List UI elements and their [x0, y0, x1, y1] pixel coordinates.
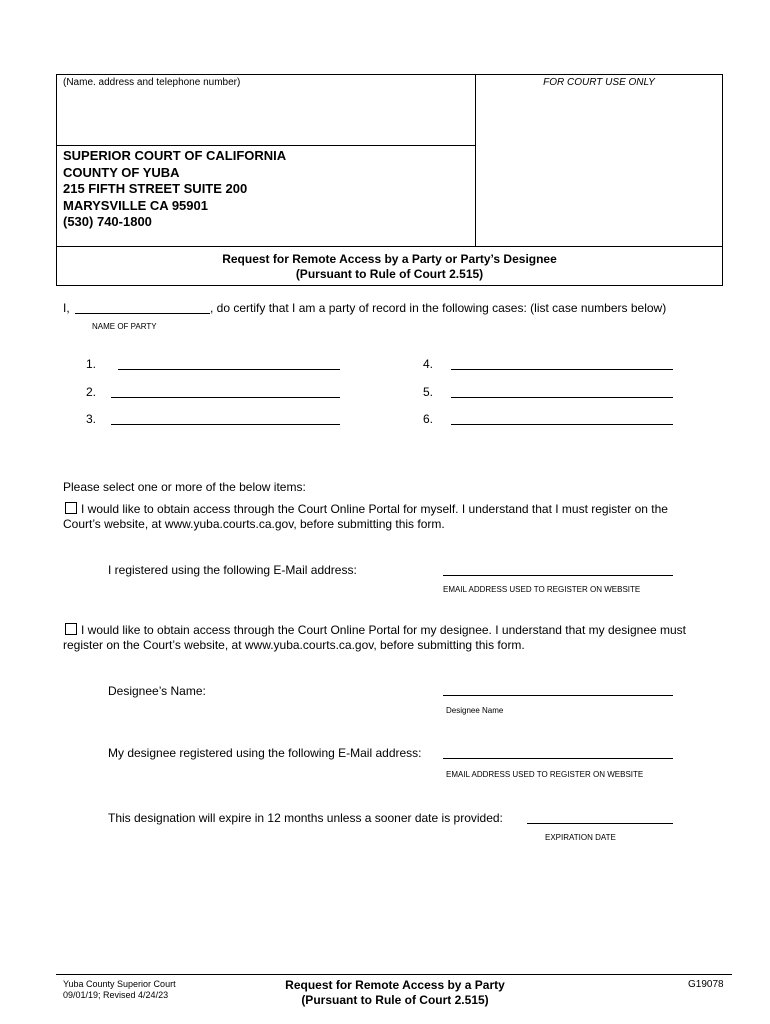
case-number-field[interactable]: [118, 369, 340, 370]
expiration-label: This designation will expire in 12 months unless a sooner date is provided:: [108, 811, 503, 825]
case-number-label: 6.: [423, 412, 434, 426]
case-number-label: 5.: [423, 385, 434, 399]
designee-access-text: I would like to obtain access through the Court Online Portal for my designee. I understand that my designee must: [81, 623, 686, 637]
designee-name-field[interactable]: [443, 695, 673, 696]
designee-name-label: Designee’s Name:: [108, 684, 206, 698]
case-number-field[interactable]: [451, 424, 673, 425]
case-number-field[interactable]: [451, 369, 673, 370]
form-subtitle: (Pursuant to Rule of Court 2.515): [295, 267, 484, 281]
self-access-checkbox[interactable]: [65, 502, 77, 514]
expiration-caption: EXPIRATION DATE: [545, 833, 616, 842]
footer-revision: 09/01/19; Revised 4/24/23: [63, 990, 169, 1000]
court-line: MARYSVILLE CA 95901: [63, 197, 208, 213]
expiration-date-field[interactable]: [527, 823, 673, 824]
case-number-label: 1.: [86, 357, 97, 371]
court-use-label: FOR COURT USE ONLY: [543, 77, 655, 88]
footer-title-line: Request for Remote Access by a Party: [285, 978, 505, 992]
court-line: 215 FIFTH STREET SUITE 200: [63, 181, 248, 196]
party-name-field[interactable]: [75, 313, 210, 314]
designee-email-caption: EMAIL ADDRESS USED TO REGISTER ON WEBSITE: [446, 770, 644, 779]
select-prompt: Please select one or more of the below items:: [63, 480, 306, 494]
self-access-text: I would like to obtain access through the Court Online Portal for myself. I understand that I must register on the: [81, 502, 668, 516]
court-use-box: [475, 74, 723, 247]
court-line: COUNTY OF YUBA: [63, 164, 180, 180]
court-address: [63, 148, 286, 231]
footer-divider: [56, 974, 732, 975]
self-email-caption: EMAIL ADDRESS USED TO REGISTER ON WEBSITE: [443, 585, 641, 594]
certify-prefix: I,: [63, 301, 70, 315]
case-number-field[interactable]: [111, 424, 340, 425]
title-box: [56, 246, 723, 286]
form-title: Request for Remote Access by a Party or Party’s Designee: [222, 252, 557, 266]
case-number-label: 4.: [423, 357, 434, 371]
name-address-label: (Name. address and telephone number): [63, 77, 241, 88]
designee-name-caption: Designee Name: [446, 706, 504, 715]
case-number-label: 3.: [86, 412, 97, 426]
party-name-caption: NAME OF PARTY: [92, 322, 157, 331]
attorney-info-box[interactable]: [56, 74, 476, 146]
certify-text: , do certify that I am a party of record in the following cases: (list case numbers below): [210, 301, 667, 315]
case-number-field[interactable]: [451, 397, 673, 398]
designee-access-checkbox[interactable]: [65, 623, 77, 635]
designee-access-text: register on the Court’s website, at www.yuba.courts.ca.gov, before submitting this form.: [63, 638, 525, 652]
form-code: G19078: [688, 979, 724, 990]
footer-title: [250, 978, 540, 1007]
self-email-label: I registered using the following E-Mail address:: [108, 563, 357, 577]
court-line: (530) 740-1800: [63, 214, 152, 229]
court-address-box: [56, 145, 476, 247]
designee-email-label: My designee registered using the following E-Mail address:: [108, 746, 422, 760]
footer-title-line: (Pursuant to Rule of Court 2.515): [301, 993, 489, 1007]
footer-court: Yuba County Superior Court: [63, 979, 176, 989]
court-line: SUPERIOR COURT OF CALIFORNIA: [63, 148, 287, 163]
self-email-field[interactable]: [443, 575, 673, 576]
designee-email-field[interactable]: [443, 758, 673, 759]
case-number-field[interactable]: [111, 397, 340, 398]
case-number-label: 2.: [86, 385, 97, 399]
self-access-text: Court’s website, at www.yuba.courts.ca.gov, before submitting this form.: [63, 517, 445, 531]
